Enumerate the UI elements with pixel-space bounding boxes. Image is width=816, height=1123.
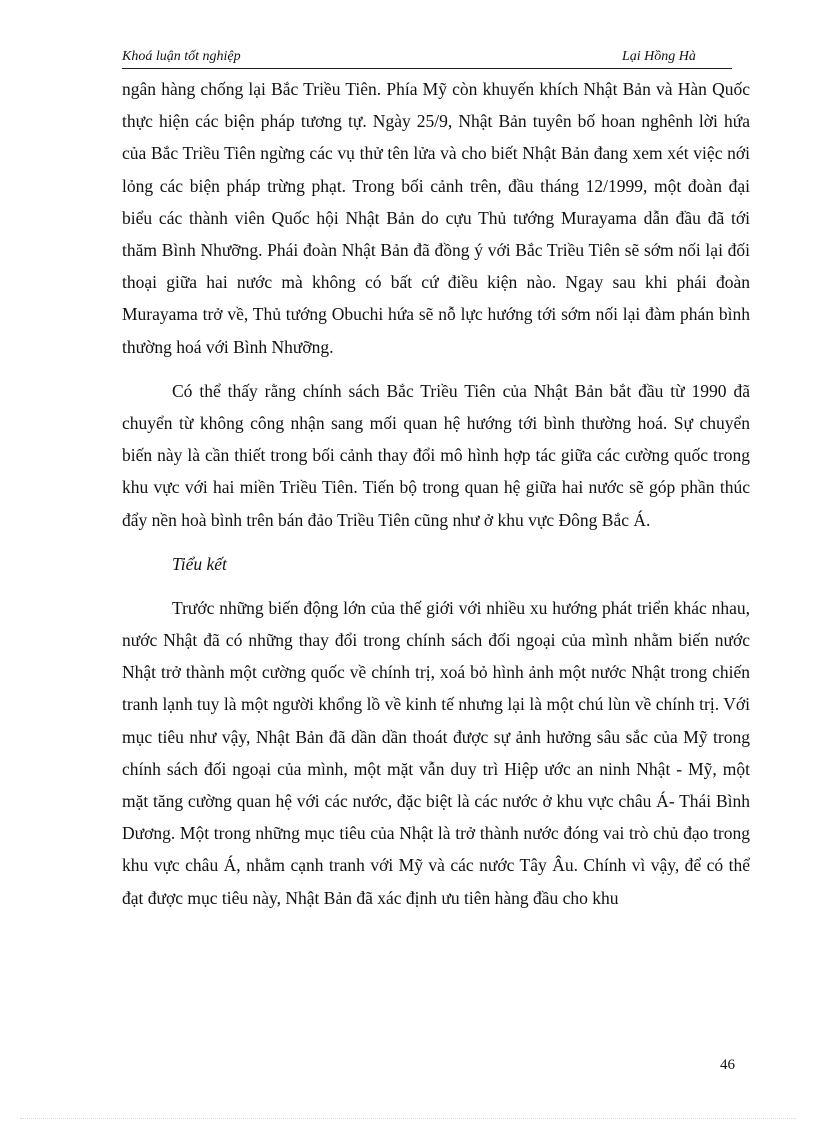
page-number: 46 xyxy=(720,1057,735,1073)
section-subheading: Tiểu kết xyxy=(172,553,227,574)
body-paragraph-1: ngân hàng chống lại Bắc Triều Tiên. Phía Mỹ còn khuyến khích Nhật Bản và Hàn Quốc thực hiện các biện pháp tương tự. Ngày 25/9, Nhật Bản tuyên bố hoan nghênh lời hứa của Bắc Triều Tiên ngừng các vụ thử tên lửa và cho biết Nhật Bản đang xem xét việc nới lỏng các biện pháp trừng phạt. Trong bối cảnh trên, đầu tháng 12/1999, một đoàn đại biểu các thành viên Quốc hội Nhật Bản do cựu Thủ tướng Murayama dẫn đầu đã tới thăm Bình Nhưỡng. Phái đoàn Nhật Bản đã đồng ý với Bắc Triều Tiên sẽ sớm nối lại đối thoại giữa hai nước mà không có bất cứ điều kiện nào. Ngay sau khi phái đoàn Murayama trở về, Thủ tướng Obuchi hứa sẽ nỗ lực hướng tới sớm nối lại đàm phán bình thường hoá với Bình Nhưỡng. xyxy=(122,79,750,357)
body-paragraph-3: Trước những biến động lớn của thế giới với nhiều xu hướng phát triển khác nhau, nước Nhật đã có những thay đổi trong chính sách đối ngoại của mình nhằm biến nước Nhật trở thành một cường quốc về chính trị, xoá bỏ hình ảnh một nước Nhật trong chiến tranh lạnh tuy là một người khổng lồ về kinh tế nhưng lại là một chú lùn về chính trị. Với mục tiêu như vậy, Nhật Bản đã dần dần thoát được sự ảnh hưởng sâu sắc của Mỹ trong chính sách đối ngoại của mình, một mặt vẫn duy trì Hiệp ước an ninh Nhật - Mỹ, một mặt tăng cường quan hệ với các nước, đặc biệt là các nước ở khu vực châu Á- Thái Bình Dương. Một trong những mục tiêu của Nhật là trở thành nước đóng vai trò chủ đạo trong khu vực châu Á, nhằm cạnh tranh với Mỹ và các nước Tây Âu. Chính vì vậy, để có thể đạt được mục tiêu này, Nhật Bản đã xác định ưu tiên hàng đầu cho khu xyxy=(122,597,750,908)
page-body xyxy=(122,73,750,914)
header-thesis-label: Khoá luận tốt nghiệp xyxy=(122,49,241,64)
page-header xyxy=(122,48,732,69)
paragraph-gap xyxy=(122,580,750,592)
paragraph-gap xyxy=(122,536,750,548)
footer-divider xyxy=(20,1118,796,1119)
body-paragraph-2: Có thể thấy rằng chính sách Bắc Triều Tiên của Nhật Bản bắt đầu từ 1990 đã chuyển từ không công nhận sang mối quan hệ hướng tới bình thường hoá. Sự chuyển biến này là cần thiết trong bối cảnh thay đổi mô hình hợp tác giữa các cường quốc trong khu vực với hai miền Triều Tiên. Tiến bộ trong quan hệ giữa hai nước sẽ góp phần thúc đẩy nền hoà bình trên bán đảo Triều Tiên cũng như ở khu vực Đông Bắc Á. xyxy=(122,380,750,530)
paragraph-gap xyxy=(122,363,750,375)
header-author-name: Lại Hồng Hà xyxy=(622,49,696,64)
